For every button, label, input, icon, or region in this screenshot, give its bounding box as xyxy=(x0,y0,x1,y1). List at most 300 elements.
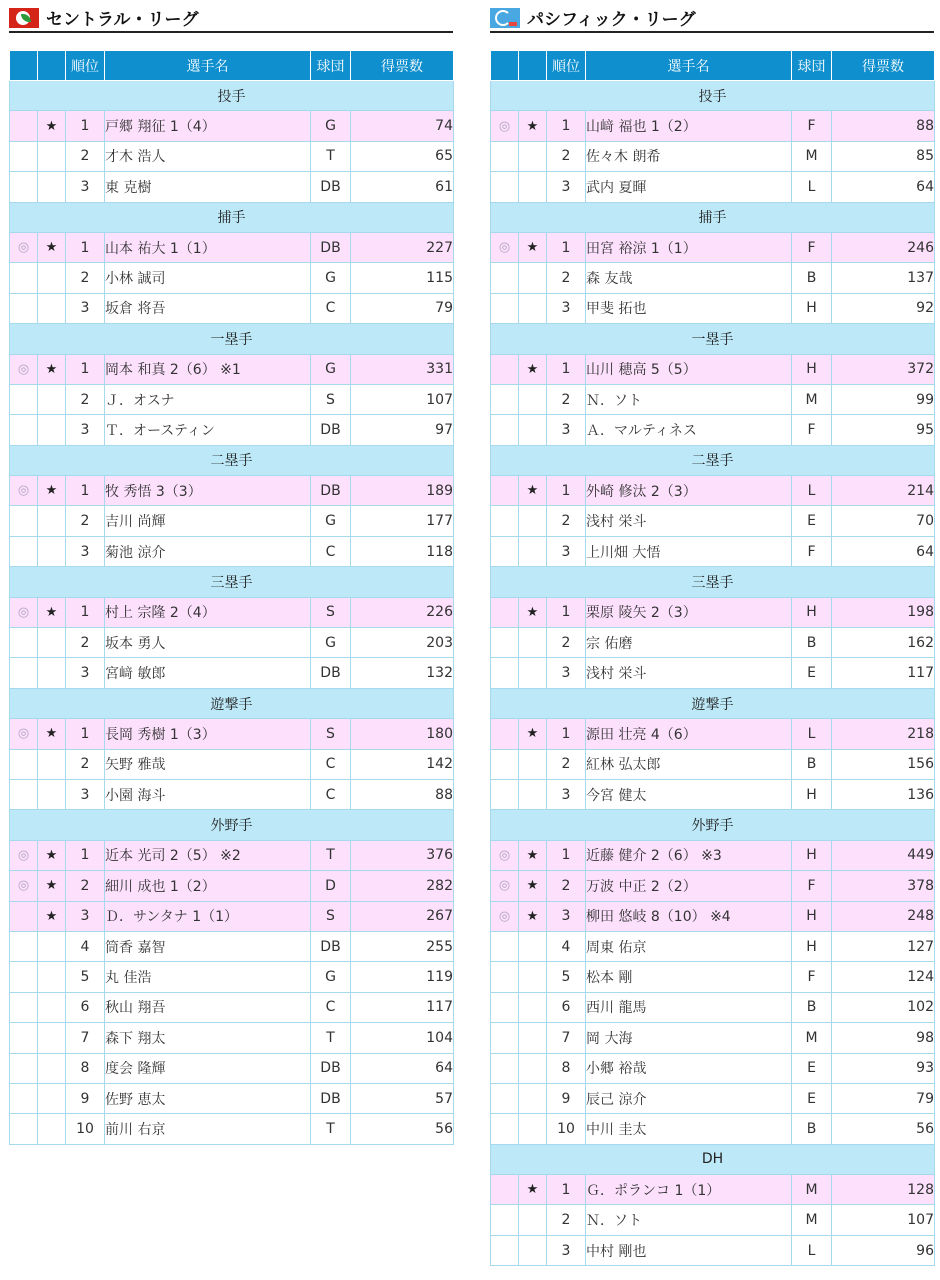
rank-cell: 1 xyxy=(66,597,105,627)
rank-cell: 4 xyxy=(66,931,105,961)
votes-cell: 117 xyxy=(832,658,935,688)
rank-cell: 2 xyxy=(66,749,105,779)
table-row xyxy=(10,263,454,293)
fan-vote-star-icon: ★ xyxy=(519,476,547,506)
rank-cell: 1 xyxy=(66,476,105,506)
fan-vote-star-icon: ★ xyxy=(519,354,547,384)
position-label: 二塁手 xyxy=(491,445,935,475)
table-row xyxy=(491,840,935,870)
previous-selection-mark xyxy=(491,1114,519,1144)
rank-cell: 1 xyxy=(66,354,105,384)
team-cell: E xyxy=(792,658,832,688)
votes-cell: 117 xyxy=(351,992,454,1022)
player-name-cell: 小郷 裕哉 xyxy=(586,1053,792,1083)
rank-cell: 6 xyxy=(547,992,586,1022)
previous-selection-mark xyxy=(491,779,519,809)
player-name-cell: Ａ．マルティネス xyxy=(586,415,792,445)
previous-selection-mark xyxy=(10,384,38,414)
position-label: 二塁手 xyxy=(10,445,454,475)
position-header-row xyxy=(491,81,935,111)
position-label: 一塁手 xyxy=(491,324,935,354)
team-cell: M xyxy=(792,1205,832,1235)
votes-cell: 177 xyxy=(351,506,454,536)
fan-vote-star-icon xyxy=(38,415,66,445)
pacific-league-title: パシフィック・リーグ xyxy=(527,10,696,30)
previous-selection-mark xyxy=(10,415,38,445)
rank-cell: 2 xyxy=(66,628,105,658)
table-row xyxy=(10,506,454,536)
player-name-cell: 周東 佑京 xyxy=(586,931,792,961)
votes-cell: 64 xyxy=(832,536,935,566)
previous-selection-mark xyxy=(10,141,38,171)
fan-vote-star-icon xyxy=(38,1083,66,1113)
previous-selection-mark xyxy=(10,1053,38,1083)
fan-vote-star-icon xyxy=(38,293,66,323)
table-row xyxy=(491,293,935,323)
fan-vote-star-icon xyxy=(519,384,547,414)
table-row xyxy=(491,1114,935,1144)
fan-vote-star-icon: ★ xyxy=(519,901,547,931)
rank-cell: 2 xyxy=(547,263,586,293)
votes-cell: 57 xyxy=(351,1083,454,1113)
player-name-cell: 山本 祐大 1（1） xyxy=(105,232,311,262)
table-row xyxy=(10,111,454,141)
previous-selection-mark xyxy=(10,992,38,1022)
previous-selection-mark xyxy=(10,293,38,323)
fan-vote-star-icon: ★ xyxy=(38,719,66,749)
player-name-cell: Ｎ．ソト xyxy=(586,1205,792,1235)
header-player-name: 選手名 xyxy=(105,51,311,81)
player-name-cell: 小林 誠司 xyxy=(105,263,311,293)
table-row xyxy=(491,263,935,293)
team-cell: B xyxy=(792,749,832,779)
votes-cell: 203 xyxy=(351,628,454,658)
player-name-cell: 近藤 健介 2（6） ※3 xyxy=(586,840,792,870)
team-cell: DB xyxy=(311,1083,351,1113)
table-row xyxy=(491,931,935,961)
rank-cell: 9 xyxy=(66,1083,105,1113)
player-name-cell: 前川 右京 xyxy=(105,1114,311,1144)
previous-selection-mark xyxy=(491,1205,519,1235)
rank-cell: 3 xyxy=(547,293,586,323)
table-row xyxy=(10,840,454,870)
player-name-cell: 秋山 翔吾 xyxy=(105,992,311,1022)
position-label: DH xyxy=(491,1144,935,1174)
fan-vote-star-icon xyxy=(519,931,547,961)
rank-cell: 2 xyxy=(66,263,105,293)
votes-cell: 104 xyxy=(351,1023,454,1053)
votes-cell: 115 xyxy=(351,263,454,293)
position-header-row xyxy=(10,810,454,840)
position-label: 遊撃手 xyxy=(491,688,935,718)
votes-cell: 56 xyxy=(832,1114,935,1144)
pacific-vote-table xyxy=(490,50,935,1266)
table-row xyxy=(491,354,935,384)
previous-selection-mark xyxy=(10,506,38,536)
player-name-cell: 村上 宗隆 2（4） xyxy=(105,597,311,627)
team-cell: L xyxy=(792,719,832,749)
table-row xyxy=(491,232,935,262)
rank-cell: 2 xyxy=(547,384,586,414)
previous-selection-mark xyxy=(10,172,38,202)
previous-selection-mark xyxy=(491,172,519,202)
previous-selection-mark xyxy=(491,1053,519,1083)
team-cell: F xyxy=(792,536,832,566)
rank-cell: 3 xyxy=(547,779,586,809)
previous-selection-mark xyxy=(10,536,38,566)
team-cell: H xyxy=(792,354,832,384)
team-cell: H xyxy=(792,840,832,870)
player-name-cell: 源田 壮亮 4（6） xyxy=(586,719,792,749)
fan-vote-star-icon: ★ xyxy=(519,1175,547,1205)
previous-selection-mark: ◎ xyxy=(10,719,38,749)
position-label: 投手 xyxy=(10,81,454,111)
table-row xyxy=(491,962,935,992)
position-label: 一塁手 xyxy=(10,324,454,354)
table-row xyxy=(491,749,935,779)
player-name-cell: 柳田 悠岐 8（10） ※4 xyxy=(586,901,792,931)
pacific-league-logo-icon xyxy=(490,8,520,28)
team-cell: DB xyxy=(311,415,351,445)
votes-cell: 64 xyxy=(832,172,935,202)
votes-cell: 156 xyxy=(832,749,935,779)
position-header-row xyxy=(491,810,935,840)
player-name-cell: 松本 剛 xyxy=(586,962,792,992)
team-cell: F xyxy=(792,871,832,901)
team-cell: DB xyxy=(311,172,351,202)
table-header-row xyxy=(491,51,935,81)
fan-vote-star-icon xyxy=(38,962,66,992)
table-row xyxy=(10,476,454,506)
table-row xyxy=(491,384,935,414)
player-name-cell: 西川 龍馬 xyxy=(586,992,792,1022)
fan-vote-star-icon: ★ xyxy=(519,597,547,627)
previous-selection-mark: ◎ xyxy=(10,840,38,870)
player-name-cell: 才木 浩人 xyxy=(105,141,311,171)
previous-selection-mark xyxy=(491,536,519,566)
central-vote-table xyxy=(9,50,454,1145)
rank-cell: 3 xyxy=(66,779,105,809)
fan-vote-star-icon xyxy=(519,962,547,992)
rank-cell: 3 xyxy=(547,536,586,566)
player-name-cell: 森 友哉 xyxy=(586,263,792,293)
table-row xyxy=(491,1023,935,1053)
player-name-cell: 万波 中正 2（2） xyxy=(586,871,792,901)
player-name-cell: 辰己 涼介 xyxy=(586,1083,792,1113)
votes-cell: 132 xyxy=(351,658,454,688)
team-cell: C xyxy=(311,779,351,809)
rank-cell: 7 xyxy=(547,1023,586,1053)
header-votes: 得票数 xyxy=(351,51,454,81)
table-row xyxy=(491,871,935,901)
table-row xyxy=(491,658,935,688)
table-row xyxy=(491,1083,935,1113)
votes-cell: 61 xyxy=(351,172,454,202)
votes-cell: 56 xyxy=(351,1114,454,1144)
rank-cell: 2 xyxy=(66,141,105,171)
table-row xyxy=(10,779,454,809)
votes-cell: 255 xyxy=(351,931,454,961)
votes-cell: 128 xyxy=(832,1175,935,1205)
team-cell: E xyxy=(792,1083,832,1113)
previous-selection-mark xyxy=(10,931,38,961)
fan-vote-star-icon: ★ xyxy=(519,719,547,749)
rank-cell: 8 xyxy=(66,1053,105,1083)
previous-selection-mark: ◎ xyxy=(10,476,38,506)
fan-vote-star-icon: ★ xyxy=(38,232,66,262)
table-row xyxy=(491,597,935,627)
table-row xyxy=(491,536,935,566)
position-header-row xyxy=(491,445,935,475)
fan-vote-star-icon xyxy=(519,172,547,202)
header-team: 球団 xyxy=(311,51,351,81)
fan-vote-star-icon: ★ xyxy=(38,871,66,901)
votes-cell: 98 xyxy=(832,1023,935,1053)
votes-cell: 189 xyxy=(351,476,454,506)
player-name-cell: 近本 光司 2（5） ※2 xyxy=(105,840,311,870)
table-row xyxy=(491,1235,935,1265)
table-row xyxy=(10,992,454,1022)
previous-selection-mark xyxy=(491,384,519,414)
team-cell: H xyxy=(792,931,832,961)
player-name-cell: 小園 海斗 xyxy=(105,779,311,809)
previous-selection-mark xyxy=(10,658,38,688)
votes-cell: 95 xyxy=(832,415,935,445)
fan-vote-star-icon: ★ xyxy=(519,232,547,262)
team-cell: G xyxy=(311,263,351,293)
previous-selection-mark xyxy=(10,901,38,931)
rank-cell: 1 xyxy=(547,354,586,384)
table-row xyxy=(10,232,454,262)
team-cell: B xyxy=(792,1114,832,1144)
votes-cell: 198 xyxy=(832,597,935,627)
table-row xyxy=(491,1053,935,1083)
fan-vote-star-icon xyxy=(519,141,547,171)
table-row xyxy=(10,1023,454,1053)
previous-selection-mark xyxy=(491,1083,519,1113)
rank-cell: 3 xyxy=(547,1235,586,1265)
player-name-cell: 山﨑 福也 1（2） xyxy=(586,111,792,141)
team-cell: F xyxy=(792,415,832,445)
previous-selection-mark: ◎ xyxy=(10,871,38,901)
table-row xyxy=(491,628,935,658)
player-name-cell: 今宮 健太 xyxy=(586,779,792,809)
votes-cell: 124 xyxy=(832,962,935,992)
votes-cell: 214 xyxy=(832,476,935,506)
votes-cell: 107 xyxy=(351,384,454,414)
player-name-cell: 佐々木 朗希 xyxy=(586,141,792,171)
player-name-cell: 丸 佳浩 xyxy=(105,962,311,992)
previous-selection-mark: ◎ xyxy=(10,597,38,627)
previous-selection-mark xyxy=(491,415,519,445)
table-row xyxy=(491,901,935,931)
previous-selection-mark: ◎ xyxy=(491,840,519,870)
team-cell: B xyxy=(792,263,832,293)
rank-cell: 4 xyxy=(547,931,586,961)
fan-vote-star-icon xyxy=(519,749,547,779)
table-row xyxy=(491,476,935,506)
table-row xyxy=(10,962,454,992)
header-rank: 順位 xyxy=(66,51,105,81)
previous-selection-mark xyxy=(491,719,519,749)
pacific-league-panel xyxy=(490,4,934,1266)
rank-cell: 1 xyxy=(547,597,586,627)
rank-cell: 8 xyxy=(547,1053,586,1083)
fan-vote-star-icon: ★ xyxy=(519,111,547,141)
votes-cell: 331 xyxy=(351,354,454,384)
team-cell: L xyxy=(792,476,832,506)
fan-vote-star-icon xyxy=(519,1053,547,1083)
rank-cell: 3 xyxy=(66,415,105,445)
player-name-cell: 岡本 和真 2（6） ※1 xyxy=(105,354,311,384)
fan-vote-star-icon xyxy=(38,931,66,961)
fan-vote-star-icon xyxy=(38,1023,66,1053)
fan-vote-star-icon xyxy=(38,628,66,658)
rank-cell: 3 xyxy=(547,172,586,202)
votes-cell: 97 xyxy=(351,415,454,445)
fan-vote-star-icon xyxy=(519,293,547,323)
previous-selection-mark xyxy=(10,962,38,992)
player-name-cell: Ｔ．オースティン xyxy=(105,415,311,445)
previous-selection-mark xyxy=(491,476,519,506)
rank-cell: 5 xyxy=(66,962,105,992)
table-row xyxy=(10,1114,454,1144)
fan-vote-star-icon: ★ xyxy=(38,111,66,141)
table-row xyxy=(10,384,454,414)
table-row xyxy=(10,141,454,171)
header-team: 球団 xyxy=(792,51,832,81)
team-cell: M xyxy=(792,1023,832,1053)
fan-vote-star-icon xyxy=(519,1114,547,1144)
player-name-cell: Ｊ．オスナ xyxy=(105,384,311,414)
team-cell: E xyxy=(792,506,832,536)
fan-vote-star-icon xyxy=(38,536,66,566)
previous-selection-mark xyxy=(10,779,38,809)
fan-vote-star-icon xyxy=(38,779,66,809)
votes-cell: 142 xyxy=(351,749,454,779)
position-header-row xyxy=(491,688,935,718)
fan-vote-star-icon xyxy=(38,506,66,536)
fan-vote-star-icon: ★ xyxy=(38,840,66,870)
votes-cell: 93 xyxy=(832,1053,935,1083)
position-header-row xyxy=(491,1144,935,1174)
previous-selection-mark: ◎ xyxy=(491,871,519,901)
rank-cell: 3 xyxy=(66,172,105,202)
team-cell: T xyxy=(311,840,351,870)
team-cell: E xyxy=(792,1053,832,1083)
votes-cell: 92 xyxy=(832,293,935,323)
rank-cell: 1 xyxy=(547,232,586,262)
player-name-cell: 筒香 嘉智 xyxy=(105,931,311,961)
table-row xyxy=(491,506,935,536)
table-row xyxy=(491,415,935,445)
player-name-cell: 矢野 雅哉 xyxy=(105,749,311,779)
table-row xyxy=(10,415,454,445)
previous-selection-mark xyxy=(491,1023,519,1053)
team-cell: S xyxy=(311,901,351,931)
votes-cell: 88 xyxy=(351,779,454,809)
player-name-cell: 牧 秀悟 3（3） xyxy=(105,476,311,506)
table-row xyxy=(10,628,454,658)
player-name-cell: 甲斐 拓也 xyxy=(586,293,792,323)
table-row xyxy=(491,992,935,1022)
team-cell: G xyxy=(311,962,351,992)
central-league-panel xyxy=(9,4,453,1145)
rank-cell: 10 xyxy=(547,1114,586,1144)
position-header-row xyxy=(10,202,454,232)
player-name-cell: 菊池 涼介 xyxy=(105,536,311,566)
player-name-cell: 浅村 栄斗 xyxy=(586,658,792,688)
team-cell: DB xyxy=(311,476,351,506)
table-row xyxy=(491,1205,935,1235)
position-label: 投手 xyxy=(491,81,935,111)
fan-vote-star-icon xyxy=(38,384,66,414)
table-header-row xyxy=(10,51,454,81)
votes-cell: 246 xyxy=(832,232,935,262)
rank-cell: 10 xyxy=(66,1114,105,1144)
table-row xyxy=(10,1083,454,1113)
table-row xyxy=(10,658,454,688)
previous-selection-mark xyxy=(10,1114,38,1144)
player-name-cell: 戸郷 翔征 1（4） xyxy=(105,111,311,141)
rank-cell: 1 xyxy=(547,111,586,141)
previous-selection-mark xyxy=(491,293,519,323)
previous-selection-mark xyxy=(491,992,519,1022)
team-cell: G xyxy=(311,111,351,141)
central-league-title: セントラル・リーグ xyxy=(46,10,199,30)
votes-cell: 65 xyxy=(351,141,454,171)
team-cell: T xyxy=(311,1023,351,1053)
player-name-cell: 外崎 修汰 2（3） xyxy=(586,476,792,506)
votes-cell: 79 xyxy=(351,293,454,323)
votes-cell: 85 xyxy=(832,141,935,171)
previous-selection-mark xyxy=(10,1023,38,1053)
table-row xyxy=(10,293,454,323)
central-league-heading xyxy=(9,4,453,33)
table-row xyxy=(10,536,454,566)
position-label: 外野手 xyxy=(491,810,935,840)
fan-vote-star-icon xyxy=(38,1053,66,1083)
central-league-logo-icon xyxy=(9,8,39,28)
previous-selection-mark xyxy=(491,749,519,779)
fan-vote-star-icon xyxy=(38,1114,66,1144)
table-row xyxy=(10,172,454,202)
previous-selection-mark xyxy=(491,141,519,171)
previous-selection-mark xyxy=(491,962,519,992)
votes-cell: 119 xyxy=(351,962,454,992)
votes-cell: 99 xyxy=(832,384,935,414)
fan-vote-star-icon xyxy=(38,172,66,202)
rank-cell: 6 xyxy=(66,992,105,1022)
fan-vote-star-icon: ★ xyxy=(38,476,66,506)
rank-cell: 2 xyxy=(547,871,586,901)
player-name-cell: 田宮 裕涼 1（1） xyxy=(586,232,792,262)
player-name-cell: 宮﨑 敏郎 xyxy=(105,658,311,688)
rank-cell: 3 xyxy=(66,293,105,323)
previous-selection-mark: ◎ xyxy=(10,232,38,262)
rank-cell: 2 xyxy=(547,749,586,779)
fan-vote-star-icon xyxy=(519,628,547,658)
rank-cell: 3 xyxy=(547,658,586,688)
fan-vote-star-icon xyxy=(519,263,547,293)
team-cell: S xyxy=(311,384,351,414)
fan-vote-star-icon: ★ xyxy=(38,901,66,931)
votes-cell: 226 xyxy=(351,597,454,627)
player-name-cell: 細川 成也 1（2） xyxy=(105,871,311,901)
fan-vote-star-icon: ★ xyxy=(519,871,547,901)
previous-selection-mark: ◎ xyxy=(491,901,519,931)
team-cell: S xyxy=(311,597,351,627)
